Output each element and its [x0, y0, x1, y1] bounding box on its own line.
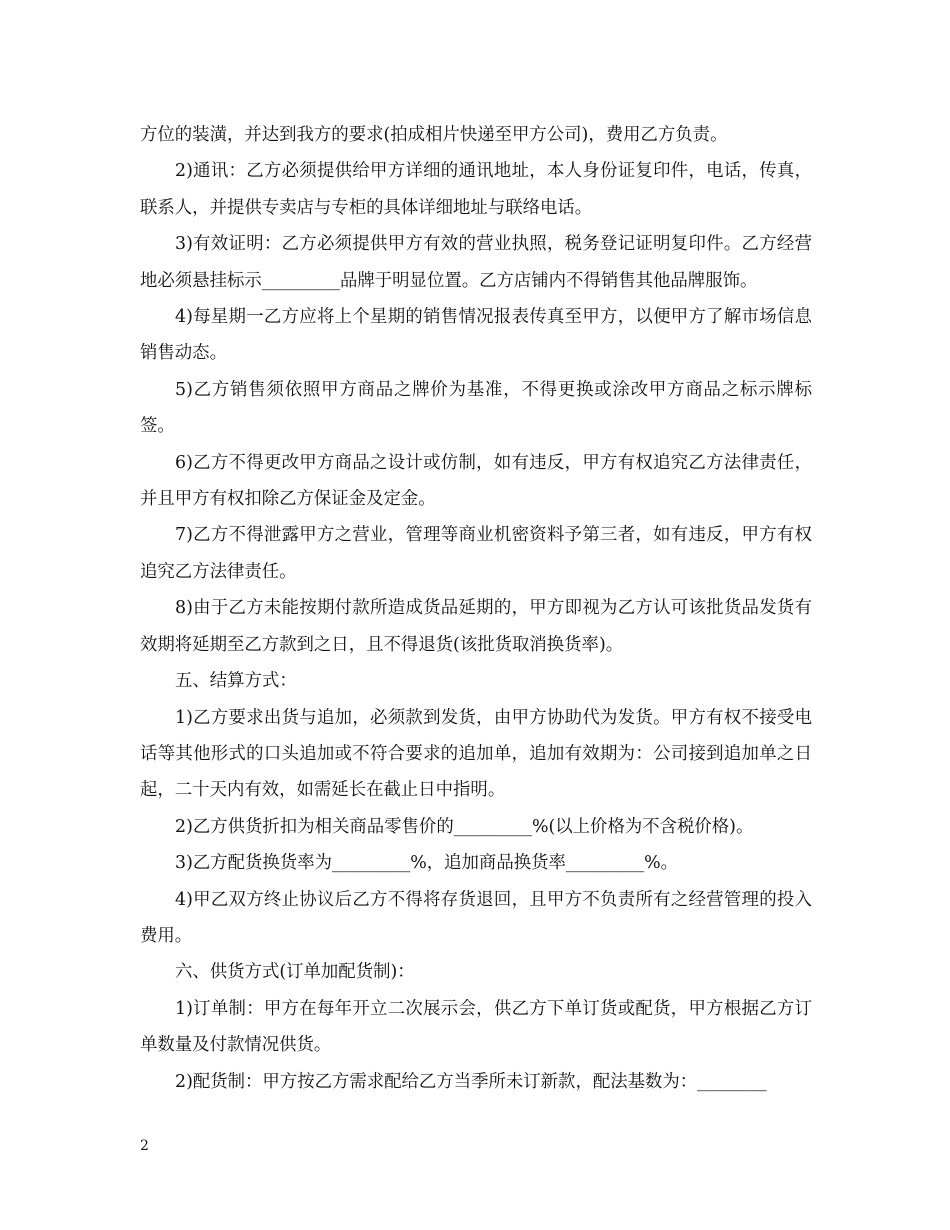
paragraph-8: 8)由于乙方未能按期付款所造成货品延期的，甲方即视为乙方认可该批货品发货有效期将延期至乙方款到之日，且不得退货(该批货取消换货率)。 — [140, 598, 812, 655]
page-number: 2 — [140, 1138, 149, 1154]
document-body — [140, 117, 812, 1100]
paragraph-3: 3)有效证明：乙方必须提供甲方有效的营业执照，税务登记证明复印件。乙方经营地必须悬挂标示_________品牌于明显位置。乙方店铺内不得销售其他品牌服饰。 — [140, 234, 812, 291]
paragraph-11: 2)乙方供货折扣为相关商品零售价的_________%(以上价格为不含税价格)。 — [175, 816, 754, 837]
paragraph-4: 4)每星期一乙方应将上个星期的销售情况报表传真至甲方，以便甲方了解市场信息销售动态。 — [140, 307, 812, 364]
paragraph-7: 7)乙方不得泄露甲方之营业，管理等商业机密资料予第三者，如有违反，甲方有权追究乙方法律责任。 — [140, 525, 812, 582]
paragraph-16: 2)配货制：甲方按乙方需求配给乙方当季所未订新款，配法基数为：________ — [175, 1071, 767, 1092]
paragraph-12: 3)乙方配货换货率为_________%，追加商品换货率_________%。 — [175, 853, 679, 874]
section-heading-settlement: 五、结算方式： — [175, 671, 297, 692]
paragraph-13: 4)甲乙双方终止协议后乙方不得将存货退回，且甲方不负责所有之经营管理的投入费用。 — [140, 889, 812, 946]
paragraph-15: 1)订单制：甲方在每年开立二次展示会，供乙方下单订货或配货，甲方根据乙方订单数量及付款情况供货。 — [140, 998, 812, 1056]
paragraph-6: 6)乙方不得更改甲方商品之设计或仿制，如有违反，甲方有权追究乙方法律责任，并且甲方有权扣除乙方保证金及定金。 — [140, 452, 812, 510]
paragraph-10: 1)乙方要求出货与追加，必须款到发货，由甲方协助代为发货。甲方有权不接受电话等其他形式的口头追加或不符合要求的追加单，追加有效期为：公司接到追加单之日起，二十天内有效，如需延长在截止日中指明。 — [140, 707, 812, 801]
paragraph-2: 2)通讯：乙方必须提供给甲方详细的通讯地址，本人身份证复印件，电话，传真，联系人，并提供专卖店与专柜的具体详细地址与联络电话。 — [140, 161, 812, 218]
paragraph-5: 5)乙方销售须依照甲方商品之牌价为基准，不得更换或涂改甲方商品之标示牌标签。 — [140, 379, 812, 437]
paragraph-1: 方位的装潢，并达到我方的要求(拍成相片快递至甲方公司)，费用乙方负责。 — [140, 125, 728, 145]
section-heading-supply: 六、供货方式(订单加配货制)： — [175, 962, 415, 983]
